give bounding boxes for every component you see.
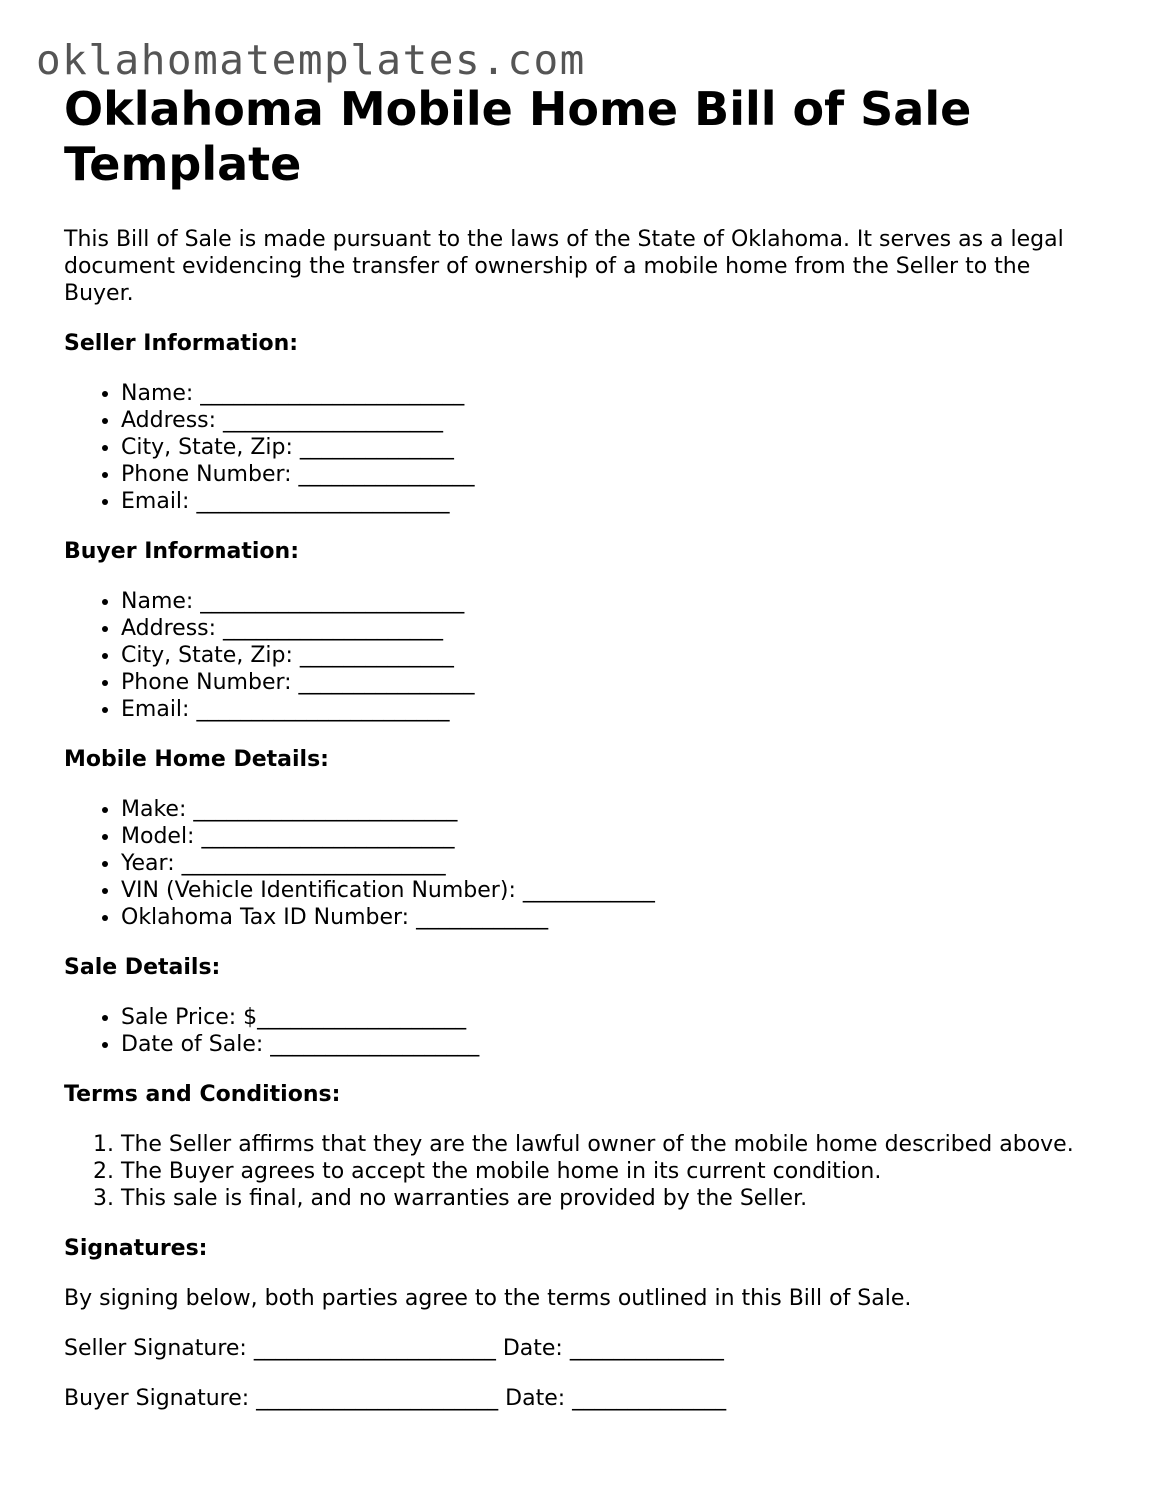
term-item: 3. This sale is final, and no warranties are provided by the Seller. [121, 1185, 1104, 1212]
vin-field: • VIN (Vehicle Identification Number): ____________ [121, 877, 1104, 904]
term-item: 2. The Buyer agrees to accept the mobile home in its current condition. [121, 1158, 1104, 1185]
signatures-heading: Signatures: [64, 1236, 208, 1261]
buyer-heading: Buyer Information: [64, 539, 299, 564]
mobile-home-heading: Mobile Home Details: [64, 747, 329, 772]
sale-price-field: • Sale Price: $___________________ [121, 1004, 1104, 1031]
year-field: • Year: ________________________ [121, 850, 1104, 877]
buyer-name-field: • Name: ________________________ [121, 588, 1104, 615]
seller-email-field: • Email: _______________________ [121, 488, 1104, 515]
tax-id-field: • Oklahoma Tax ID Number: ____________ [121, 904, 1104, 931]
make-field: • Make: ________________________ [121, 796, 1104, 823]
mobile-home-list [64, 796, 1104, 931]
buyer-phone-field: • Phone Number: ________________ [121, 669, 1104, 696]
seller-name-field: • Name: ________________________ [121, 380, 1104, 407]
seller-list [64, 380, 1104, 515]
watermark: oklahomatemplates.com [36, 36, 586, 84]
signatures-intro: By signing below, both parties agree to the terms outlined in this Bill of Sale. [64, 1286, 912, 1311]
seller-address-field: • Address: ____________________ [121, 407, 1104, 434]
buyer-signature-line: Buyer Signature: ______________________ Date: ______________ [64, 1386, 727, 1411]
model-field: • Model: _______________________ [121, 823, 1104, 850]
sale-list [64, 1004, 1104, 1058]
terms-list [64, 1131, 1104, 1212]
seller-phone-field: • Phone Number: ________________ [121, 461, 1104, 488]
seller-city-state-zip-field: • City, State, Zip: ______________ [121, 434, 1104, 461]
buyer-list [64, 588, 1104, 723]
seller-heading: Seller Information: [64, 331, 299, 356]
buyer-email-field: • Email: _______________________ [121, 696, 1104, 723]
term-item: 1. The Seller affirms that they are the lawful owner of the mobile home described above. [121, 1131, 1104, 1158]
buyer-city-state-zip-field: • City, State, Zip: ______________ [121, 642, 1104, 669]
sale-heading: Sale Details: [64, 955, 221, 980]
buyer-address-field: • Address: ____________________ [121, 615, 1104, 642]
seller-signature-line: Seller Signature: ______________________ Date: ______________ [64, 1336, 724, 1361]
document-body [64, 82, 1104, 1412]
sale-date-field: • Date of Sale: ___________________ [121, 1031, 1104, 1058]
terms-heading: Terms and Conditions: [64, 1082, 341, 1107]
document-title: Oklahoma Mobile Home Bill of Sale Template [64, 82, 972, 191]
intro-paragraph: This Bill of Sale is made pursuant to the laws of the State of Oklahoma. It serves as a legal document evidencing the transfer of ownership of a mobile home from the Seller to the Buyer. [64, 227, 1064, 306]
